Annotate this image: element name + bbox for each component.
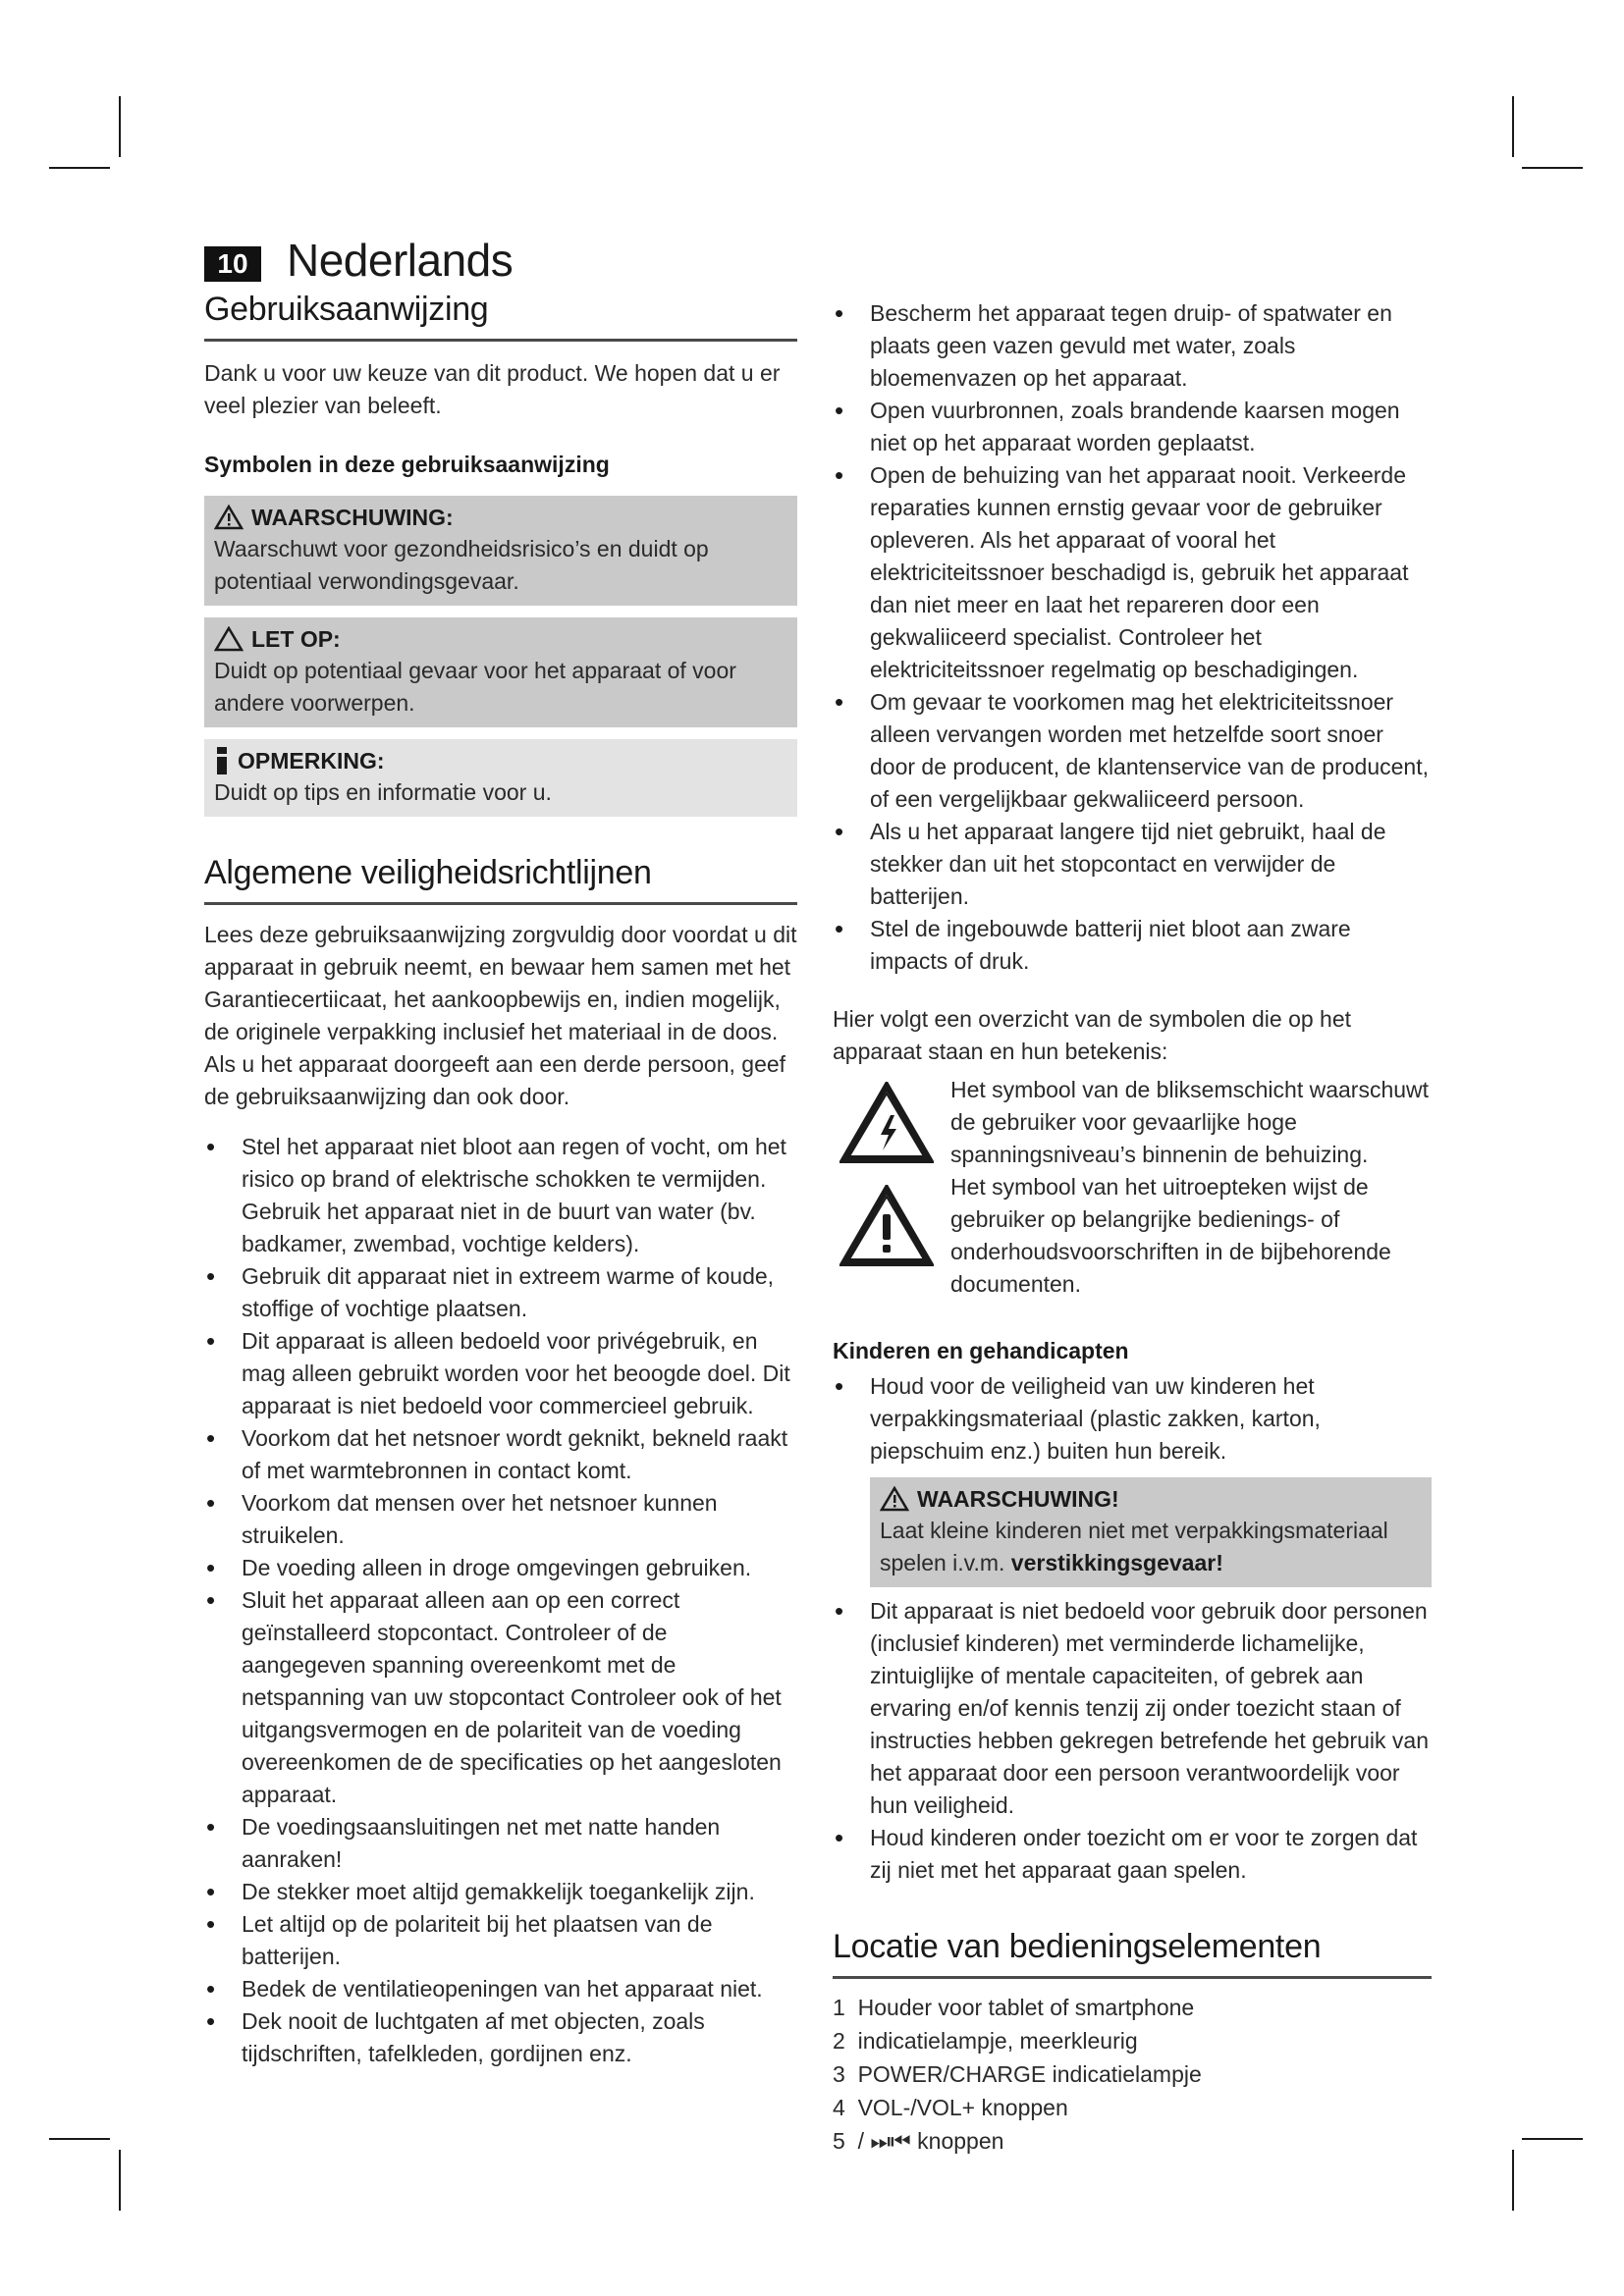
list-item: • Dit apparaat is alleen bedoeld voor privégebruik, en mag alleen gebruikt worden voor het beoogde doel. Dit apparaat is niet bedoeld voor commercieel gebruik. <box>204 1325 797 1422</box>
symbol-lightning-text: Het symbool van de bliksemschicht waarschuwt de gebruiker voor gevaarlijke hoge spanningsniveau’s binnenin de behuizing. <box>950 1077 1430 1167</box>
list-item: • Houd voor de veiligheid van uw kinderen het verpakkingsmateriaal (plastic zakken, karton, piepschuim enz.) buiten hun bereik. <box>833 1370 1432 1468</box>
list-item: 1 Houder voor tablet of smartphone <box>833 1995 1195 2020</box>
symbols-heading: Symbolen in deze gebruiksaanwijzing <box>204 452 610 477</box>
list-item: 3 POWER/CHARGE indicatielampje <box>833 2061 1202 2087</box>
crop-mark <box>119 2150 121 2211</box>
controls-title: Locatie van bedieningselementen <box>833 1928 1432 1979</box>
safety-list-continued <box>833 297 1432 978</box>
children-list <box>833 1370 1432 1468</box>
notice-note <box>204 739 797 817</box>
safety-list <box>204 1131 797 2070</box>
list-item: • Bedek de ventilatieopeningen van het apparaat niet. <box>204 1973 797 2005</box>
list-item: • De voeding alleen in droge omgevingen gebruiken. <box>204 1552 797 1584</box>
list-item: 4 VOL-/VOL+ knoppen <box>833 2095 1068 2120</box>
list-item: • De voedingsaansluitingen net met natte handen aanraken! <box>204 1811 797 1876</box>
warning-triangle-icon <box>214 505 244 530</box>
symbol-exclaim-text: Het symbool van het uitroepteken wijst de gebruiker op belangrijke bedienings- of onderhoudsvoorschriften in de bijbehorende documenten. <box>950 1174 1391 1297</box>
page-number: 10 <box>204 246 261 282</box>
symbol-lightning-row <box>833 1074 1432 1171</box>
language-title: Nederlands <box>287 235 514 286</box>
list-item: • Dek nooit de luchtgaten af met objecten, zoals tijdschriften, tafelkleden, gordijnen enz. <box>204 2005 797 2070</box>
children-warning <box>870 1477 1432 1587</box>
list-item: • Open vuurbronnen, zoals brandende kaarsen mogen niet op het apparaat worden geplaatst. <box>833 395 1432 459</box>
list-item: • Let altijd op de polariteit bij het plaatsen van de batterijen. <box>204 1908 797 1973</box>
notice-warning-title: WAARSCHUWING: <box>251 505 454 530</box>
list-item: • Om gevaar te voorkomen mag het elektriciteitssnoer alleen vervangen worden met hetzelfde soort snoer door de producent, de klantenservice van de producent, of een vergelijkbaar gekwaliiceerd persoon. <box>833 686 1432 816</box>
children-heading: Kinderen en gehandicapten <box>833 1338 1129 1363</box>
warning-triangle-icon <box>880 1486 909 1512</box>
intro-text: Dank u voor uw keuze van dit product. We hopen dat u er veel plezier van beleeft. <box>204 360 781 418</box>
list-item: • Als u het apparaat langere tijd niet gebruikt, haal de stekker dan uit het stopcontact en verwijder de batterijen. <box>833 816 1432 913</box>
symbol-exclaim-row <box>833 1171 1432 1301</box>
children-warning-text: Laat kleine kinderen niet met verpakkingsmateriaal spelen i.v.m. <box>880 1518 1388 1575</box>
safety-title: Algemene veiligheidsrichtlijnen <box>204 854 797 905</box>
crop-mark <box>1522 167 1583 169</box>
list-item: • Gebruik dit apparaat niet in extreem warme of koude, stoffige of vochtige plaatsen. <box>204 1260 797 1325</box>
crop-mark <box>1522 2138 1583 2140</box>
lightning-warning-icon <box>839 1082 934 1164</box>
notice-note-title: OPMERKING: <box>238 748 385 774</box>
notice-caution-title: LET OP: <box>251 626 341 652</box>
notice-caution <box>204 617 797 727</box>
list-item: • Sluit het apparaat alleen aan op een correct geïnstalleerd stopcontact. Controleer of de aangegeven spanning overeenkomt met de netspanning van uw stopcontact Controleer ook of het uitgangsvermogen en de polariteit van de voeding overeenkomen de de specificaties op het aangesloten apparaat. <box>204 1584 797 1811</box>
crop-mark <box>1512 2150 1514 2211</box>
info-icon <box>214 747 230 774</box>
controls-list <box>833 1991 1432 2158</box>
crop-mark <box>49 167 110 169</box>
crop-mark <box>49 2138 110 2140</box>
list-item: • Open de behuizing van het apparaat nooit. Verkeerde reparaties kunnen ernstig gevaar voor de gebruiker opleveren. Als het apparaat of vooral het elektriciteitssnoer beschadigd is, gebruik het apparaat dan niet meer en laat het repareren door een gekwaliiceerd specialist. Controleer het elektriciteitssnoer regelmatig op beschadigingen. <box>833 459 1432 686</box>
children-warning-bold: verstikkingsgevaar! <box>1010 1550 1223 1575</box>
crop-mark <box>1512 96 1514 157</box>
crop-mark <box>119 96 121 157</box>
list-item: 2 indicatielampje, meerkleurig <box>833 2028 1138 2054</box>
notice-warning <box>204 496 797 606</box>
safety-intro: Lees deze gebruiksaanwijzing zorgvuldig door voordat u dit apparaat in gebruik neemt, en bewaar hem samen met het Garantiecertiicaat, het aankoopbewijs en, indien mogelijk, de originele verpakking inclusief het materiaal in de doos. Als u het apparaat doorgeeft aan een derde persoon, geef de gebruiksaanwijzing dan ook door. <box>204 922 797 1109</box>
right-column <box>833 0 1432 2158</box>
list-item: • Stel het apparaat niet bloot aan regen of vocht, om het risico op brand of elektrische schokken te vermijden. Gebruik het apparaat niet in de buurt van water (bv. badkamer, zwembad, vochtige kelders). <box>204 1131 797 1260</box>
list-item: • Dit apparaat is niet bedoeld voor gebruik door personen (inclusief kinderen) met verminderde lichamelijke, zintuiglijke of mentale capaciteiten, of gebrek aan ervaring en/of kennis tenzij zij onder toezicht staan of instructies hebben gekregen betrefende het gebruik van het apparaat door een persoon verantwoordelijk voor hun veiligheid. <box>833 1595 1432 1822</box>
list-item: • Stel de ingebouwde batterij niet bloot aan zware impacts of druk. <box>833 913 1432 978</box>
notice-warning-text: Waarschuwt voor gezondheidsrisico’s en duidt op potentiaal verwondingsgevaar. <box>214 536 709 594</box>
notice-note-text: Duidt op tips en informatie voor u. <box>214 779 552 805</box>
caution-triangle-icon <box>214 626 244 652</box>
list-item: 5 / ⏭⏮ knoppen <box>833 2128 1004 2154</box>
list-item: • Voorkom dat mensen over het netsnoer kunnen struikelen. <box>204 1487 797 1552</box>
list-item: • De stekker moet altijd gemakkelijk toegankelijk zijn. <box>204 1876 797 1908</box>
left-column <box>204 0 797 2070</box>
children-warning-title: WAARSCHUWING! <box>917 1486 1119 1512</box>
manual-title: Gebruiksaanwijzing <box>204 291 797 342</box>
list-item: • Bescherm het apparaat tegen druip- of spatwater en plaats geen vazen gevuld met water, zoals bloemenvazen op het apparaat. <box>833 297 1432 395</box>
children-list-2 <box>833 1595 1432 1887</box>
exclamation-warning-icon <box>839 1185 934 1267</box>
symbols-intro: Hier volgt een overzicht van de symbolen die op het apparaat staan en hun betekenis: <box>833 1006 1352 1064</box>
list-item: • Houd kinderen onder toezicht om er voor te zorgen dat zij niet met het apparaat gaan spelen. <box>833 1822 1432 1887</box>
list-item: • Voorkom dat het netsnoer wordt geknikt, bekneld raakt of met warmtebronnen in contact komt. <box>204 1422 797 1487</box>
notice-caution-text: Duidt op potentiaal gevaar voor het apparaat of voor andere voorwerpen. <box>214 658 736 716</box>
